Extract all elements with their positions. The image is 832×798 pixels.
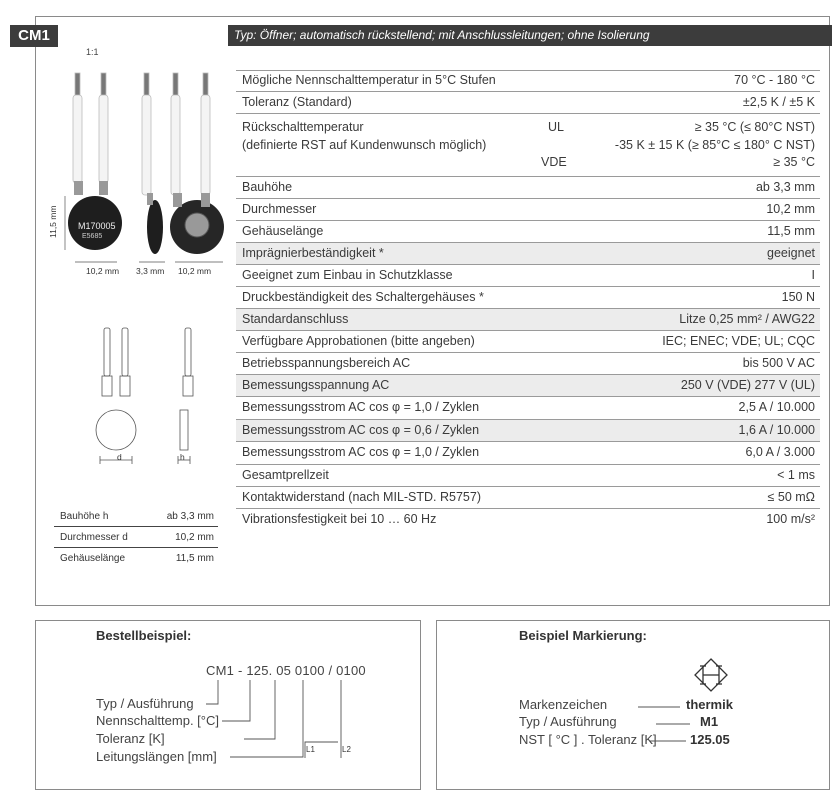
spec-label: Bemessungsstrom AC cos φ = 0,6 / Zyklen [242, 423, 480, 437]
spec-value: 70 °C - 180 °C [734, 73, 815, 87]
drawing-label-h: h [180, 452, 185, 462]
marking-label: Markenzeichen [519, 697, 608, 712]
order-example-title: Bestellbeispiel: [96, 628, 192, 643]
spec-row [236, 221, 820, 243]
photo-dim-width-1: 10,2 mm [86, 266, 120, 276]
spec-value: geeignet [767, 246, 815, 260]
order-l1-label: L1 [306, 745, 315, 754]
scale-label: 1:1 [86, 47, 99, 57]
spec-row [236, 397, 820, 420]
spec-value: 11,5 mm [767, 224, 815, 238]
spec-label: Gehäuselänge [242, 224, 324, 238]
spec-value: 6,0 A / 3.000 [745, 445, 815, 459]
marking-value: 125.05 [690, 732, 730, 747]
spec-row [236, 287, 820, 309]
spec-value: 100 m/s² [766, 512, 815, 526]
spec-label: Druckbeständigkeit des Schaltergehäuses * [242, 290, 484, 304]
spec-row [236, 92, 820, 114]
order-l2-label: L2 [342, 745, 351, 754]
spec-value: 250 V (VDE) 277 V (UL) [680, 378, 815, 392]
marking-label: Typ / Ausführung [519, 714, 617, 729]
spec-value: I [811, 268, 815, 282]
spec-row [236, 243, 820, 265]
order-code-rest: - 125. 05 0100 / 0100 [238, 663, 366, 678]
spec-value: 10,2 mm [766, 202, 815, 216]
spec-label: Standardanschluss [242, 312, 349, 326]
spec-row-return-temperature [236, 114, 820, 177]
spec-value: ≥ 35 °C (≤ 80°C NST) [694, 120, 815, 134]
order-line-type: Typ / Ausführung [96, 696, 194, 711]
type-description-bar: Typ: Öffner; automatisch rückstellend; mit Anschlussleitungen; ohne Isolierung [228, 25, 832, 46]
product-tag: CM1 [10, 25, 58, 47]
spec-value: ≥ 35 °C [773, 155, 815, 169]
marking-value: M1 [700, 714, 719, 729]
spec-row [236, 442, 820, 465]
spec-row [236, 199, 820, 221]
drawing-label-d: d [117, 452, 122, 462]
spec-label: (definierte RST auf Kundenwunsch möglich) [242, 138, 487, 152]
spec-label: Geeignet zum Einbau in Schutzklasse [242, 268, 453, 282]
spec-label: Bauhöhe [242, 180, 293, 194]
spec-row [236, 177, 820, 199]
spec-value: < 1 ms [777, 468, 815, 482]
order-line-tolerance: Toleranz [K] [96, 731, 165, 746]
spec-label: Kontaktwiderstand (nach MIL-STD. R5757) [242, 490, 481, 504]
spec-row [236, 420, 820, 442]
spec-row [236, 487, 820, 509]
dim-value: ab 3,3 mm [166, 511, 214, 522]
dim-value: 11,5 mm [175, 553, 214, 564]
spec-value: 1,6 A / 10.000 [738, 423, 815, 437]
spec-standard-ul: UL [548, 120, 564, 134]
dim-label: Bauhöhe h [60, 511, 109, 522]
spec-row [236, 375, 820, 397]
dim-row [54, 506, 218, 527]
spec-row [236, 70, 820, 92]
dim-label: Gehäuselänge [60, 553, 126, 564]
spec-label: Mögliche Nennschalttemperatur in 5°C Stufen [242, 73, 496, 87]
marking-label: NST [ °C ] . Toleranz [K] [519, 732, 657, 747]
spec-value: bis 500 V AC [742, 356, 815, 370]
spec-row [236, 331, 820, 353]
spec-value: ≤ 50 mΩ [767, 490, 815, 504]
spec-label: Betriebsspannungsbereich AC [242, 356, 411, 370]
spec-value: ±2,5 K / ±5 K [742, 95, 815, 109]
spec-value: 150 N [781, 290, 815, 304]
photo-dim-width-2: 10,2 mm [178, 266, 212, 276]
technical-drawing [90, 318, 210, 470]
spec-value: IEC; ENEC; VDE; UL; CQC [662, 334, 815, 348]
dim-label: Durchmesser d [60, 532, 128, 543]
order-leader-lines [200, 680, 360, 760]
spec-label: Verfügbare Approbationen (bitte angeben) [242, 334, 475, 348]
spec-label: Imprägnierbeständigkeit * [242, 246, 384, 260]
spec-label: Bemessungsstrom AC cos φ = 1,0 / Zyklen [242, 400, 480, 414]
spec-value: ab 3,3 mm [755, 180, 815, 194]
spec-value: -35 K ± 15 K (≥ 85°C ≤ 180° C NST) [614, 138, 815, 152]
spec-label: Rückschalttemperatur [242, 120, 364, 134]
order-line-lengths: Leitungslängen [mm] [96, 749, 217, 764]
spec-row [236, 509, 820, 533]
spec-label: Bemessungsstrom AC cos φ = 1,0 / Zyklen [242, 445, 480, 459]
spec-value: Litze 0,25 mm² / AWG22 [679, 312, 815, 326]
spec-value: 2,5 A / 10.000 [738, 400, 815, 414]
spec-row [236, 309, 820, 331]
photo-dim-height: 11,5 mm [48, 205, 58, 238]
thermik-logo-icon [693, 658, 729, 692]
dim-row [54, 548, 218, 569]
order-line-temp: Nennschalttemp. [°C] [96, 713, 219, 728]
marking-text-1: M170005 [78, 221, 116, 231]
dim-row [54, 527, 218, 548]
spec-row [236, 465, 820, 487]
photo-dim-thickness: 3,3 mm [136, 266, 165, 276]
spec-row [236, 353, 820, 375]
spec-label: Bemessungsspannung AC [242, 378, 390, 392]
spec-label: Gesamtprellzeit [242, 468, 329, 482]
marking-value: thermik [686, 697, 733, 712]
marking-leader-lines [630, 700, 690, 745]
spec-label: Vibrationsfestigkeit bei 10 … 60 Hz [242, 512, 437, 526]
order-code-type: CM1 [206, 663, 235, 678]
spec-label: Toleranz (Standard) [242, 95, 352, 109]
photo-wires [73, 73, 210, 195]
spec-standard-vde: VDE [541, 155, 567, 169]
dim-value: 10,2 mm [175, 532, 214, 543]
spec-label: Durchmesser [242, 202, 317, 216]
marking-text-2: E5685 [82, 233, 103, 240]
marking-example-title: Beispiel Markierung: [519, 628, 647, 643]
spec-row [236, 265, 820, 287]
